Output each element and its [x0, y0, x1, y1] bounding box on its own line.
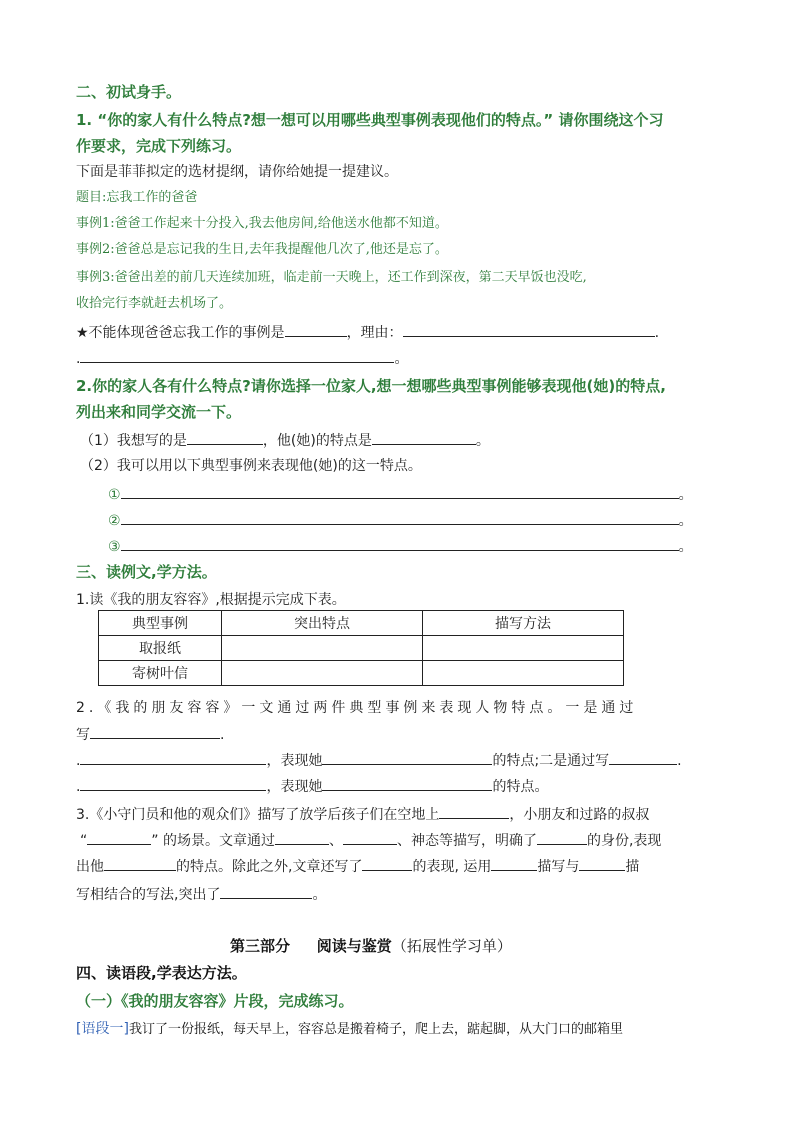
- line-start-dot: .: [76, 779, 81, 795]
- line-end-period: 。: [678, 513, 693, 529]
- table-header: 描写方法: [423, 611, 624, 636]
- q2-trait-label: ，他(她)的特点是: [262, 433, 372, 449]
- q2-part-1-label: （1）我想写的是: [80, 433, 187, 449]
- q3-blank-method-2[interactable]: [579, 856, 625, 871]
- reason-line-2: [76, 348, 408, 369]
- q2-part-1: [80, 430, 490, 451]
- show-her-label: ，表现她: [266, 779, 323, 795]
- trait-end-label: 的特点。: [492, 779, 549, 795]
- example-line-2: [108, 510, 693, 531]
- section-4-subheading: （一）《我的朋友容容》片段，完成练习。: [76, 992, 354, 1010]
- table-row: [99, 661, 624, 686]
- example-line-1: [108, 484, 693, 505]
- q3-text: 描: [625, 859, 640, 875]
- table-header: 典型事例: [99, 611, 222, 636]
- passage-text: 我订了一份报纸，每天早上，容容总是搬着椅子，爬上去，踮起脚，从大门口的邮箱里: [128, 1022, 623, 1037]
- part-3-title: [230, 935, 512, 956]
- second-write-label: 的特点;二是通过写: [492, 753, 610, 769]
- star-question-text: ★不能体现爸爸忘我工作的事例是: [76, 325, 285, 341]
- event-blank-2[interactable]: [80, 750, 266, 765]
- section-3-question-3-line-3: [76, 856, 639, 877]
- section-3-question-1: 1.读《我的朋友容容》,根据提示完成下表。: [76, 592, 346, 608]
- section-3-question-3-line-1: [76, 804, 649, 825]
- trait-blank-2[interactable]: [322, 776, 492, 791]
- question-2-2-line-2: 列出来和同学交流一下。: [76, 403, 242, 421]
- q2-part-2: （2）我可以用以下典型事例来表现他(她)的这一特点。: [80, 458, 422, 474]
- circled-number-2: ②: [108, 513, 121, 529]
- show-her-label: ，表现她: [266, 753, 323, 769]
- circled-number-1: ①: [108, 487, 121, 503]
- line-end-dot: .: [220, 727, 225, 743]
- intro-text: 下面是菲菲拟定的选材提纲，请你给她提一提建议。: [76, 164, 398, 180]
- q3-text: 、: [328, 833, 343, 849]
- example-3-line-2: 收拾完行李就赶去机场了。: [76, 296, 233, 311]
- section-2-heading: 二、初试身手。: [76, 83, 182, 101]
- line-end-period: 。: [678, 487, 693, 503]
- table-cell-input[interactable]: [423, 636, 624, 661]
- q3-text: 的特点。除此之外,文章还写了: [176, 859, 363, 875]
- q3-text: 、神态等描写，明确了: [396, 833, 537, 849]
- q3-text: ，小朋友和过路的叔叔: [509, 807, 650, 823]
- question-2-2-line-1: 2.你的家人各有什么特点?请你选择一位家人,想一想哪些典型事例能够表现他(她)的特点,: [76, 377, 666, 395]
- table-row: [99, 636, 624, 661]
- line-end-period: 。: [312, 887, 327, 903]
- passage-1: [76, 1019, 623, 1040]
- line-end-dot: .: [677, 753, 682, 769]
- event-blank-1[interactable]: [90, 724, 220, 739]
- table-cell: 取报纸: [99, 636, 222, 661]
- line-end-period: 。: [394, 351, 409, 367]
- line-end-dot: .: [654, 325, 660, 341]
- q3-text: 的身份,表现: [586, 833, 662, 849]
- example-blank-2[interactable]: [121, 510, 679, 525]
- star-question: [76, 322, 659, 343]
- q3-blank-desc-1[interactable]: [275, 830, 329, 845]
- circled-number-3: ③: [108, 539, 121, 555]
- q3-text: ” 的场景。文章通过: [151, 833, 275, 849]
- q3-blank-highlight[interactable]: [220, 884, 312, 899]
- table-cell: 寄树叶信: [99, 661, 222, 686]
- q3-text: 写相结合的写法,突出了: [76, 887, 221, 903]
- event-blank-4[interactable]: [80, 776, 266, 791]
- q3-text: 出他: [76, 859, 104, 875]
- section-3-question-3-line-2: [80, 830, 661, 851]
- section-3-heading: 三、读例文,学方法。: [76, 563, 217, 581]
- q3-text: 3.《小守门员和他的观众们》描写了放学后孩子们在空地上: [76, 807, 440, 823]
- q3-blank-trait[interactable]: [104, 856, 176, 871]
- part-3-note: （拓展性学习单）: [391, 937, 512, 955]
- section-3-question-2-line-4: [76, 776, 548, 797]
- example-blank-1[interactable]: [121, 484, 679, 499]
- example-blank[interactable]: [285, 322, 347, 337]
- line-start-dot: .: [76, 753, 81, 769]
- section-3-question-2-line-1: 2.《我的朋友容容》一文通过两件典型事例来表现人物特点。一是通过: [76, 700, 638, 716]
- q3-blank-scene[interactable]: [87, 830, 151, 845]
- part-3-subtitle: 阅读与鉴赏: [316, 937, 392, 955]
- example-line-3: [108, 536, 693, 557]
- q3-blank-desc-2[interactable]: [343, 830, 397, 845]
- q3-blank-behavior[interactable]: [362, 856, 412, 871]
- line-end-period: 。: [678, 539, 693, 555]
- line-start-dot: .: [76, 351, 81, 367]
- example-blank-3[interactable]: [121, 536, 679, 551]
- example-3-line-1: 事例3:爸爸出差的前几天连续加班，临走前一天晚上，还工作到深夜，第二天早饭也没吃,: [76, 270, 587, 285]
- outline-topic: 题目:忘我工作的爸爸: [76, 190, 198, 205]
- q3-text: “: [80, 833, 88, 849]
- table-cell-input[interactable]: [222, 636, 423, 661]
- section-3-question-2-line-3: [76, 750, 682, 771]
- q3-blank-identity[interactable]: [537, 830, 587, 845]
- q3-text: 描写与: [537, 859, 580, 875]
- example-2: 事例2:爸爸总是忘记我的生日,去年我提醒他几次了,他还是忘了。: [76, 242, 448, 257]
- q3-text: 的表现, 运用: [412, 859, 492, 875]
- event-blank-3[interactable]: [609, 750, 677, 765]
- section-4-heading: 四、读语段,学表达方法。: [76, 964, 247, 982]
- part-3-label: 第三部分: [230, 937, 291, 955]
- trait-blank[interactable]: [372, 430, 476, 445]
- section-3-question-3-line-4: [76, 884, 326, 905]
- example-1: 事例1:爸爸工作起来十分投入,我去他房间,给他送水他都不知道。: [76, 216, 448, 231]
- trait-blank-1[interactable]: [322, 750, 492, 765]
- table-cell-input[interactable]: [222, 661, 423, 686]
- question-2-1-line-2: 作要求，完成下列练习。: [76, 137, 242, 155]
- q3-blank-activity[interactable]: [439, 804, 509, 819]
- table-header-row: [99, 611, 624, 636]
- line-end-period: 。: [475, 433, 490, 449]
- reason-blank-2[interactable]: [80, 348, 394, 363]
- star-reason-label: ，理由：: [346, 325, 403, 341]
- section-3-question-2-line-2: [76, 724, 224, 745]
- family-member-blank[interactable]: [187, 430, 263, 445]
- write-label: 写: [76, 727, 90, 743]
- table-cell-input[interactable]: [423, 661, 624, 686]
- reason-blank-1[interactable]: [403, 322, 655, 337]
- question-2-1-line-1: 1. “你的家人有什么特点?想一想可以用哪些典型事例表现他们的特点。” 请你围绕这个习: [76, 111, 664, 129]
- q3-blank-method-1[interactable]: [491, 856, 537, 871]
- table-header: 突出特点: [222, 611, 423, 636]
- example-table: [98, 610, 624, 686]
- passage-label: [语段一]: [76, 1021, 129, 1037]
